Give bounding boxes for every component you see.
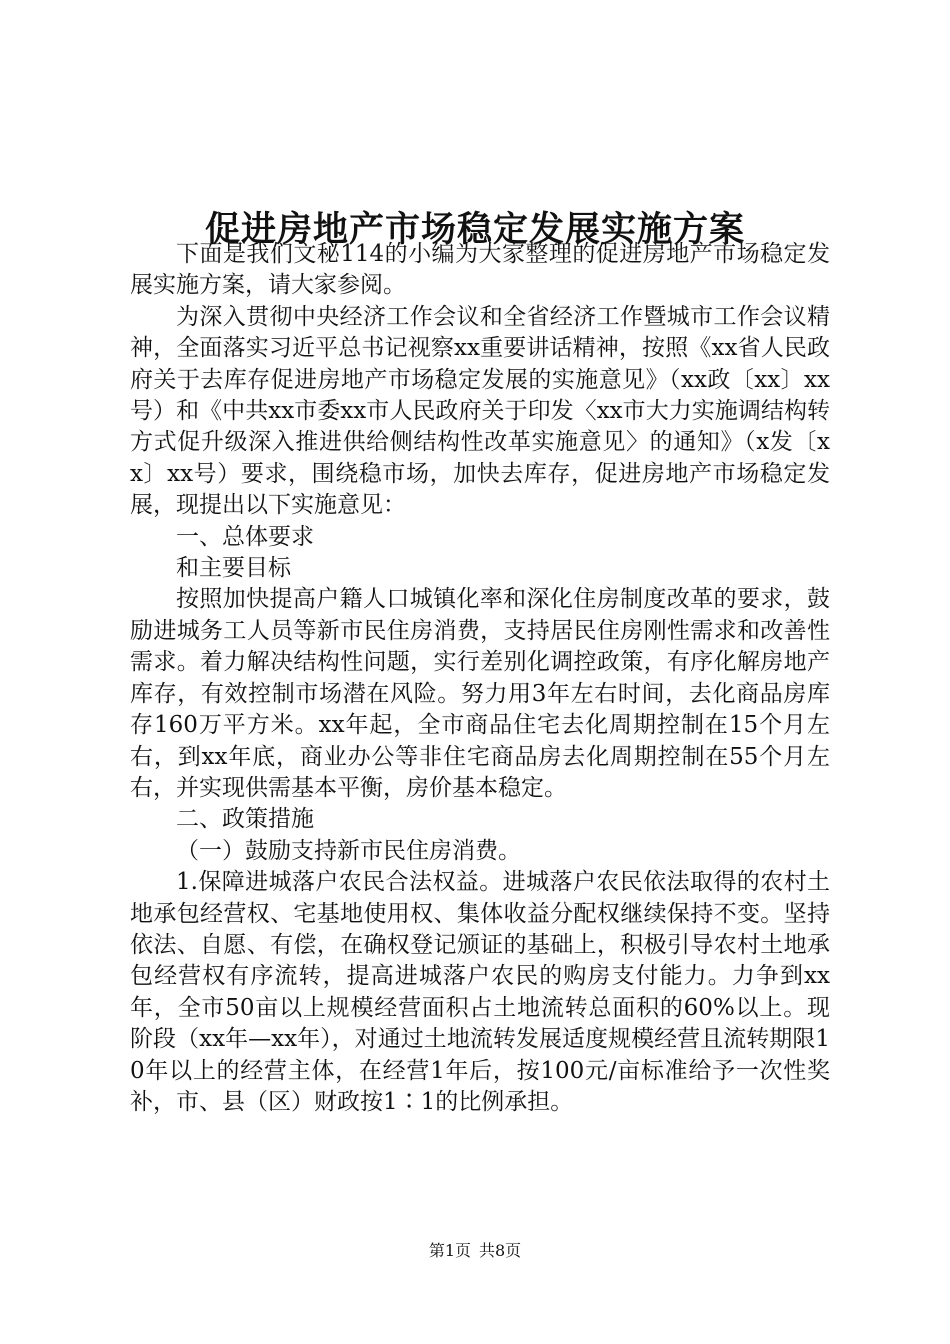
subsection-heading-1: （一）鼓励支持新市民住房消费。 [176, 837, 521, 864]
background-paragraph: 为深入贯彻中央经济工作会议和全省经济工作暨城市工作会议精神，全面落实习近平总书记视察xx重要讲话精神，按照《xx省人民政府关于去库存促进房地产市场稳定发展的实施意见》（xx政〔xx〕xx号）和《中共xx市委xx市人民政府关于印发〈xx市大力实施调结构转方式促升级深入推进供给侧结构性改革实施意见〉的通知》（x发〔xx〕xx号）要求，围绕稳市场，加快去库存，促进房地产市场稳定发展，现提出以下实施意见： [130, 303, 830, 519]
intro-paragraph: 下面是我们文秘114的小编为大家整理的促进房地产市场稳定发展实施方案，请大家参阅。 [130, 241, 830, 299]
page-footer [0, 1240, 950, 1262]
section-heading-1-continued: 和主要目标 [176, 555, 291, 582]
page-number-current: 第1页 [428, 1241, 471, 1260]
page-number-total: 共8页 [479, 1241, 522, 1260]
document-title: 促进房地产市场稳定发展实施方案 [204, 209, 745, 251]
section-heading-2: 二、政策措施 [176, 806, 314, 833]
measure-paragraph-1: 1.保障进城落户农民合法权益。进城落户农民依法取得的农村土地承包经营权、宅基地使用权、集体收益分配权继续保持不变。坚持依法、自愿、有偿，在确权登记颁证的基础上，积极引导农村土地承包经营权有序流转，提高进城落户农民的购房支付能力。力争到xx年，全市50亩以上规模经营面积占土地流转总面积的60%以上。现阶段（xx年—xx年），对通过土地流转发展适度规模经营且流转期限10年以上的经营主体，在经营1年后，按100元/亩标准给予一次性奖补，市、县（区）财政按1∶1的比例承担。 [130, 869, 830, 1115]
document-body [130, 239, 830, 1118]
goals-paragraph: 按照加快提高户籍人口城镇化率和深化住房制度改革的要求，鼓励进城务工人员等新市民住房消费，支持居民住房刚性需求和改善性需求。着力解决结构性问题，实行差别化调控政策，有序化解房地产库存，有效控制市场潜在风险。努力用3年左右时间，去化商品房库存160万平方米。xx年起，全市商品住宅去化周期控制在15个月左右，到xx年底，商业办公等非住宅商品房去化周期控制在55个月左右，并实现供需基本平衡，房价基本稳定。 [130, 586, 830, 801]
section-heading-1: 一、总体要求 [176, 523, 314, 550]
